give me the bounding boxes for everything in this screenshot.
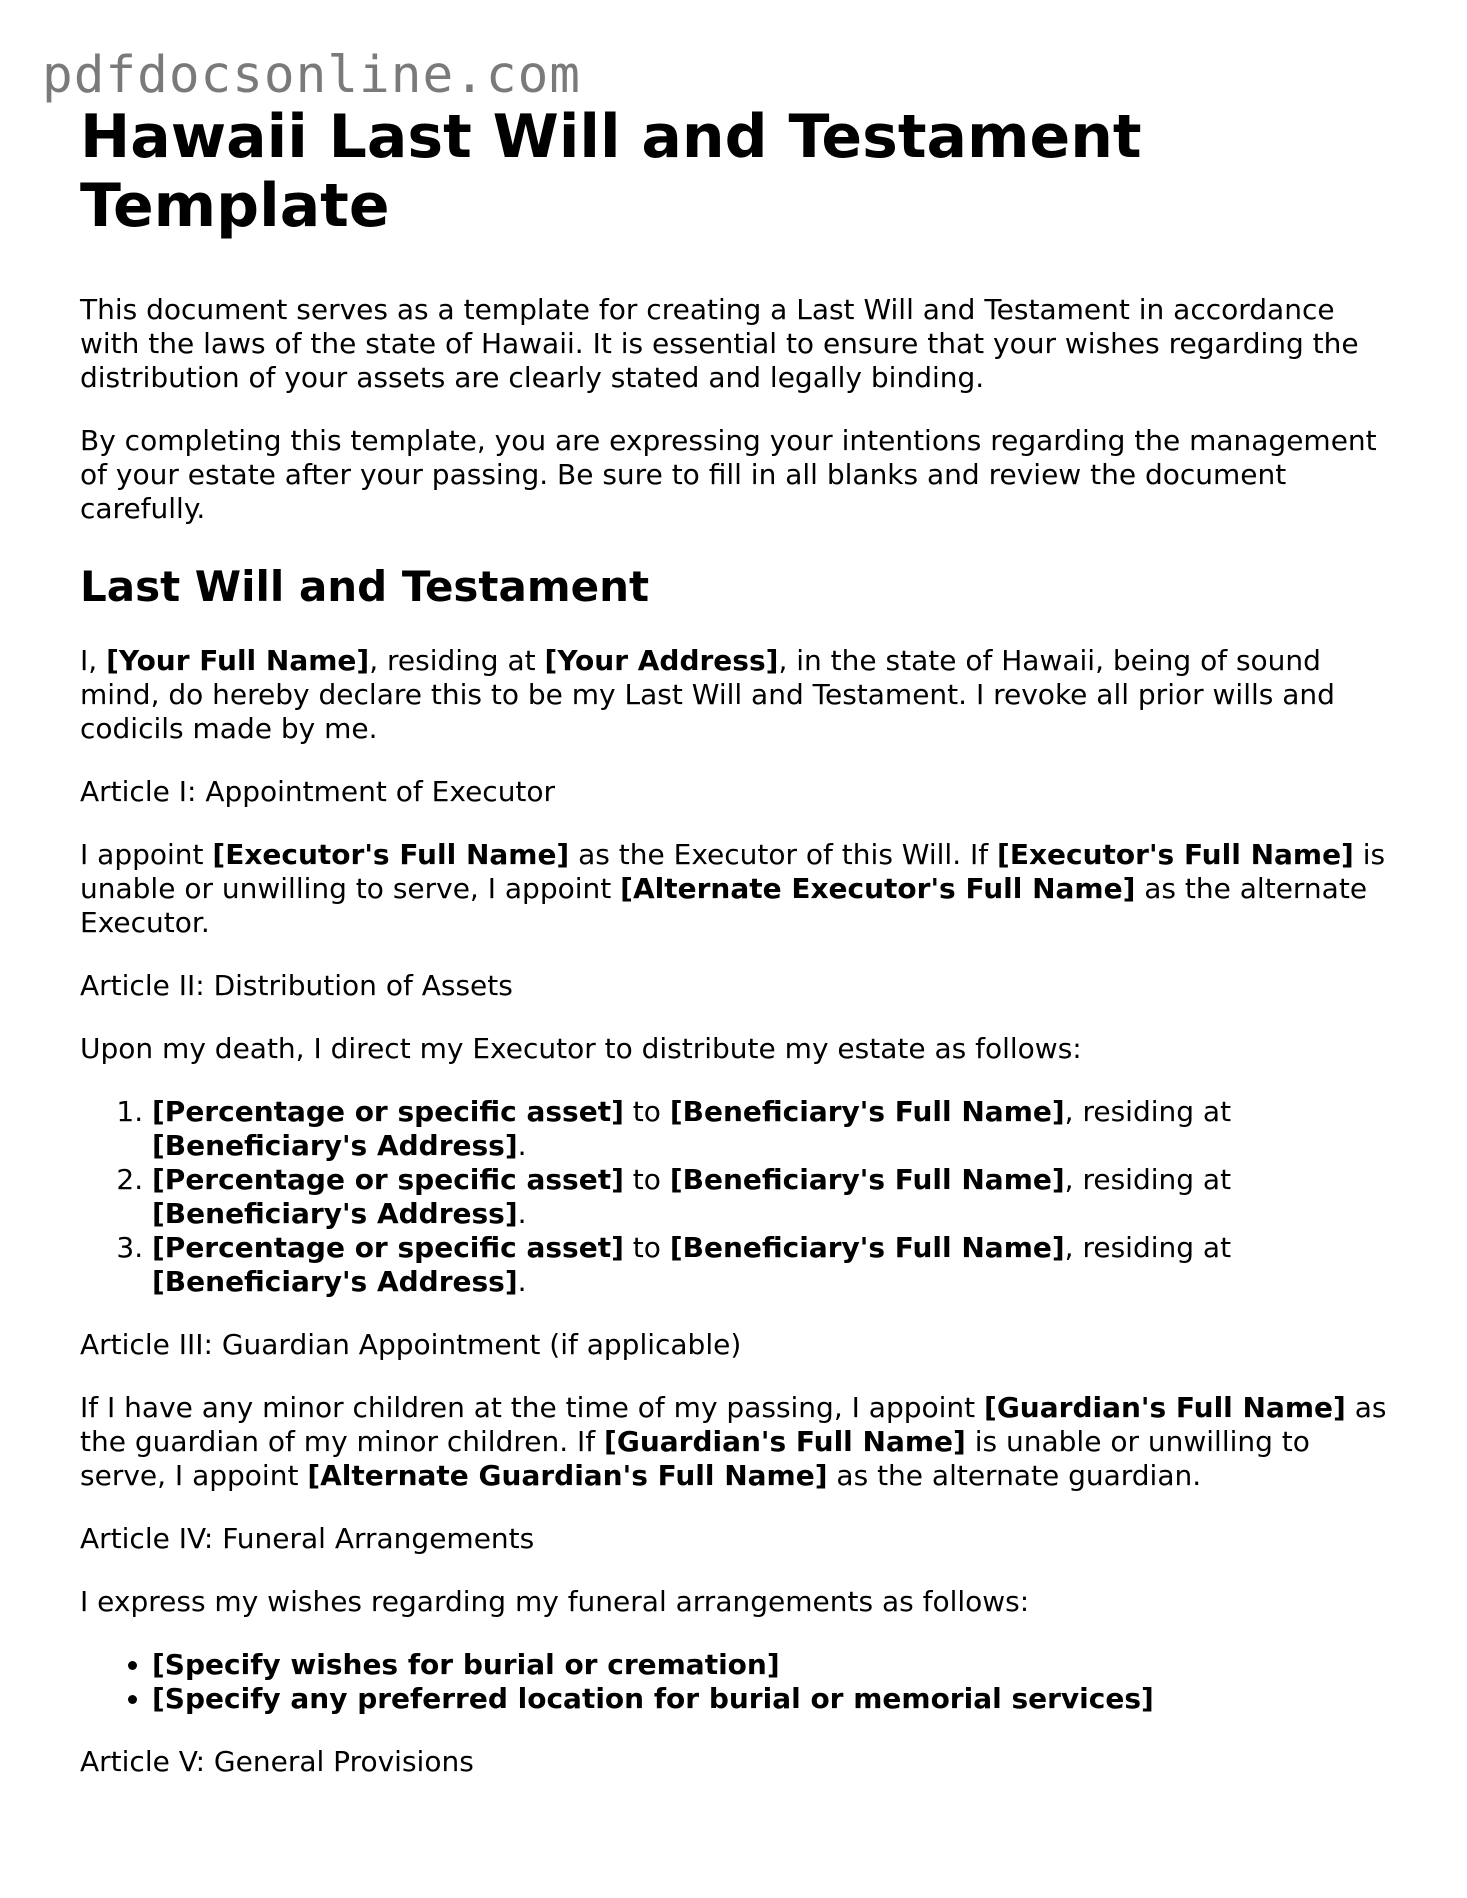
article-3-paragraph	[80, 1391, 1400, 1493]
declaration-paragraph	[80, 644, 1400, 746]
beneficiary-address-placeholder: [Beneficiary's Address]	[152, 1129, 518, 1162]
article-1-text: as the alternate Executor.	[80, 872, 1368, 939]
alternate-executor-placeholder: [Alternate Executor's Full Name]	[620, 872, 1136, 905]
article-3-text: as the alternate guardian.	[827, 1459, 1202, 1492]
article-1-text: as the Executor of this Will. If	[569, 838, 998, 871]
beneficiary-address-placeholder: [Beneficiary's Address]	[152, 1265, 518, 1298]
testator-address-placeholder: [Your Address]	[544, 644, 779, 677]
list-text: , residing at	[1064, 1231, 1232, 1264]
declaration-text: , in the state of Hawaii, being of sound mind, do hereby declare this to be my Last Will and Testament. I revoke all prior wills and codicils made by me.	[80, 644, 1335, 745]
article-3-text: as the guardian of my minor children. If	[80, 1391, 1387, 1458]
article-1-text: I appoint	[80, 838, 213, 871]
intro-paragraph-2: By completing this template, you are expressing your intentions regarding the management of your estate after your passing. Be sure to fill in all blanks and review the document carefully.	[80, 424, 1377, 525]
list-text: , residing at	[1064, 1095, 1232, 1128]
funeral-wish-item	[152, 1648, 1400, 1682]
distribution-item	[152, 1163, 1400, 1231]
list-text: .	[517, 1265, 527, 1298]
article-3-heading: Article III: Guardian Appointment (if applicable)	[80, 1328, 742, 1361]
beneficiary-name-placeholder: [Beneficiary's Full Name]	[669, 1095, 1065, 1128]
distribution-list	[80, 1095, 1400, 1299]
funeral-wishes-list	[80, 1648, 1400, 1716]
article-3-text: If I have any minor children at the time of my passing, I appoint	[80, 1391, 985, 1424]
funeral-wish-item	[152, 1682, 1400, 1716]
distribution-item	[152, 1095, 1400, 1163]
list-text: to	[623, 1163, 670, 1196]
beneficiary-name-placeholder: [Beneficiary's Full Name]	[669, 1231, 1065, 1264]
beneficiary-address-placeholder: [Beneficiary's Address]	[152, 1197, 518, 1230]
list-text: to	[623, 1095, 670, 1128]
distribution-item	[152, 1231, 1400, 1299]
executor-name-placeholder: [Executor's Full Name]	[997, 838, 1354, 871]
guardian-name-placeholder: [Guardian's Full Name]	[604, 1425, 966, 1458]
article-4-intro: I express my wishes regarding my funeral arrangements as follows:	[80, 1585, 1030, 1618]
article-3-text: is unable or unwilling to serve, I appoint	[80, 1425, 1310, 1492]
funeral-wish-placeholder: [Specify any preferred location for burial or memorial services]	[152, 1682, 1154, 1715]
asset-placeholder: [Percentage or specific asset]	[152, 1231, 624, 1264]
intro-paragraph-1: This document serves as a template for creating a Last Will and Testament in accordance with the laws of the state of Hawaii. It is essential to ensure that your wishes regarding the distribution of your assets are clearly stated and legally binding.	[80, 293, 1359, 394]
section-heading: Last Will and Testament	[80, 562, 650, 611]
list-text: .	[517, 1197, 527, 1230]
article-1-paragraph	[80, 838, 1400, 940]
watermark: pdfdocsonline.com	[42, 46, 581, 105]
funeral-wish-placeholder: [Specify wishes for burial or cremation]	[152, 1648, 780, 1681]
article-2-intro: Upon my death, I direct my Executor to distribute my estate as follows:	[80, 1032, 1082, 1065]
declaration-text: , residing at	[369, 644, 545, 677]
document-title: Hawaii Last Will and Testament Template	[80, 102, 1142, 241]
article-1-heading: Article I: Appointment of Executor	[80, 775, 556, 808]
article-2-heading: Article II: Distribution of Assets	[80, 969, 513, 1002]
list-text: , residing at	[1064, 1163, 1232, 1196]
beneficiary-name-placeholder: [Beneficiary's Full Name]	[669, 1163, 1065, 1196]
guardian-name-placeholder: [Guardian's Full Name]	[984, 1391, 1346, 1424]
asset-placeholder: [Percentage or specific asset]	[152, 1163, 624, 1196]
article-4-heading: Article IV: Funeral Arrangements	[80, 1522, 535, 1555]
declaration-text: I,	[80, 644, 107, 677]
article-5-heading: Article V: General Provisions	[80, 1745, 474, 1778]
article-1-text: is unable or unwilling to serve, I appoint	[80, 838, 1386, 905]
list-text: to	[623, 1231, 670, 1264]
alternate-guardian-placeholder: [Alternate Guardian's Full Name]	[307, 1459, 828, 1492]
testator-name-placeholder: [Your Full Name]	[106, 644, 370, 677]
asset-placeholder: [Percentage or specific asset]	[152, 1095, 624, 1128]
document-page	[80, 103, 1400, 1779]
list-text: .	[517, 1129, 527, 1162]
executor-name-placeholder: [Executor's Full Name]	[212, 838, 570, 871]
